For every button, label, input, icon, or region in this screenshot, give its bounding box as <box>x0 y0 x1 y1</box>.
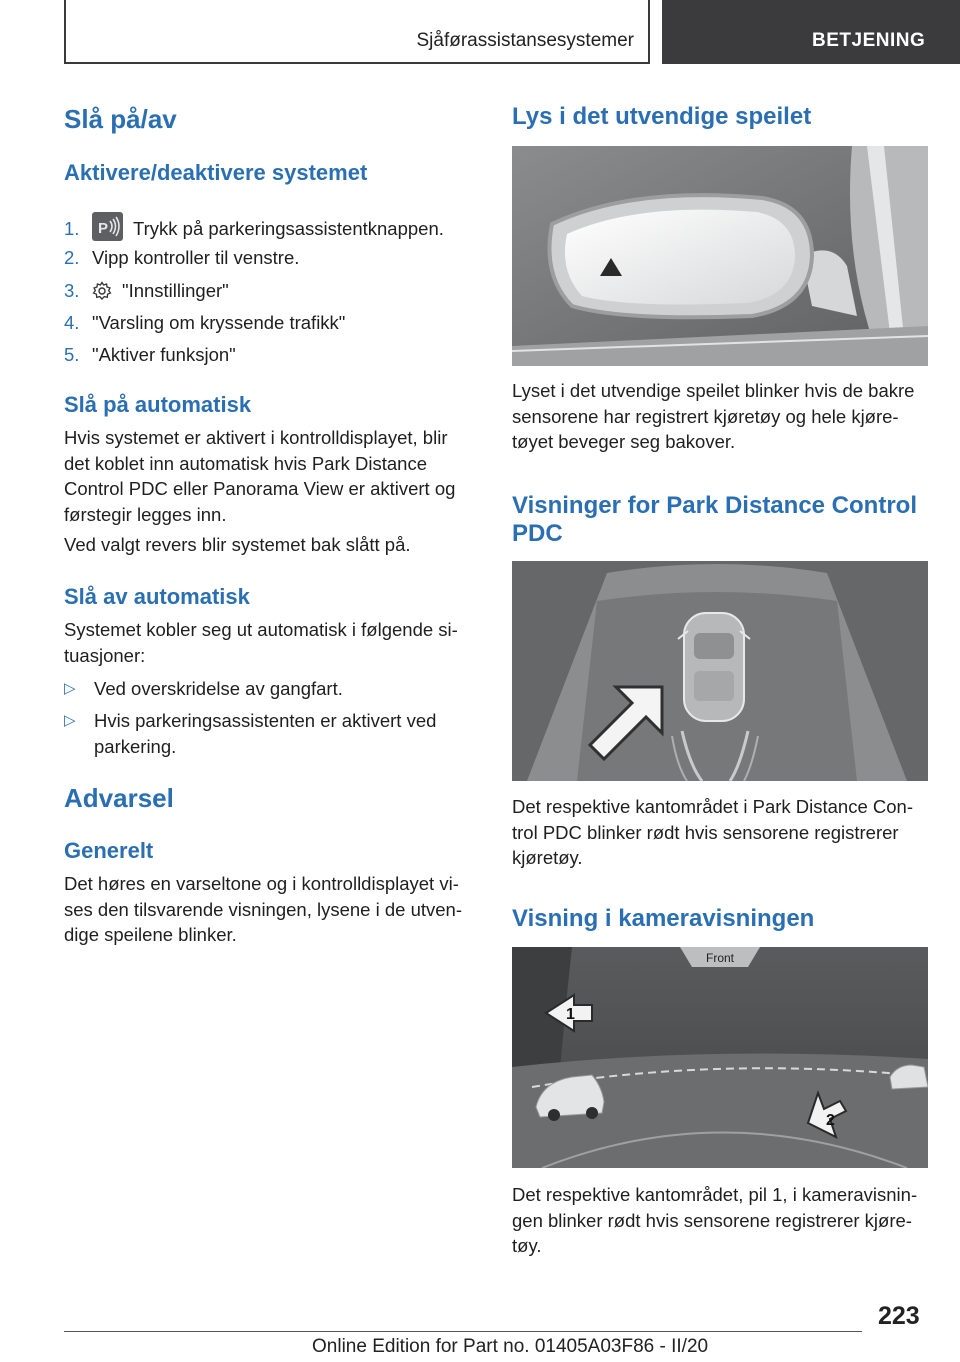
camera-front-label: Front <box>706 951 735 965</box>
heading-slaa-paa-av: Slå på/av <box>64 104 177 134</box>
heading-generelt: Generelt <box>64 838 154 863</box>
page-number: 223 <box>878 1302 920 1330</box>
parking-assistant-button-icon <box>92 212 123 241</box>
pdc-image <box>512 561 928 781</box>
header-section-title: Sjåførassistansesystemer <box>416 30 634 51</box>
header-chapter-title: BETJENING <box>812 30 926 51</box>
camera-arrow-2-label: 2 <box>826 1112 835 1129</box>
camera-image <box>512 947 928 1168</box>
svg-text:P: P <box>98 220 109 237</box>
heading-advarsel: Advarsel <box>64 783 174 813</box>
gear-icon <box>92 281 112 301</box>
step-1 <box>64 212 444 241</box>
paragraph-lys: Lyset i det utvendige speilet blinker hvis de bakre sensorene har registrert kjøretøy og hele kjøre- tøyet beveger seg bakover. <box>512 380 915 452</box>
paragraph-paa-automatisk-2: Ved valgt revers blir systemet bak slått på. <box>64 534 411 555</box>
step-number: 4. <box>64 312 80 333</box>
footer-divider <box>64 1331 862 1332</box>
step-text: "Varsling om kryssende trafikk" <box>92 312 346 333</box>
heading-visninger-pdc: Visninger for Park Distance Control PDC <box>512 492 917 547</box>
step-text: "Aktiver funksjon" <box>92 344 236 365</box>
heading-aktivere: Aktivere/deaktivere systemet <box>64 160 368 185</box>
triangle-right-icon: ▷ <box>64 712 76 729</box>
step-3 <box>64 278 229 303</box>
header-chapter-tab <box>662 0 960 64</box>
heading-lys-speilet: Lys i det utvendige speilet <box>512 103 812 130</box>
step-5 <box>64 342 236 367</box>
step-text: Vipp kontroller til venstre. <box>92 247 300 268</box>
bullet-text: Hvis parkeringsassistenten er aktivert ved parkering. <box>94 710 437 757</box>
mirror-image <box>512 146 928 366</box>
bullet-item <box>64 708 476 759</box>
paragraph-av-automatisk: Systemet kobler seg ut automatisk i følgende si- tuasjoner: <box>64 619 458 666</box>
paragraph-kamera: Det respektive kantområdet, pil 1, i kameravisnin- gen blinker rødt hvis sensorene registrerer kjøre- tøy. <box>512 1184 918 1256</box>
paragraph-generelt: Det høres en varseltone og i kontrolldisplayet vi- ses den tilsvarende visningen, lysene i de utven- dige speilene blinker. <box>64 873 462 945</box>
step-4 <box>64 310 345 335</box>
bullet-item <box>64 676 476 702</box>
paragraph-paa-automatisk-1: Hvis systemet er aktivert i kontrolldisplayet, blir det koblet inn automatisk hvis Park Distance Control PDC eller Panorama View er aktivert og førstegir legges inn. <box>64 427 456 525</box>
step-text: "Innstillinger" <box>122 280 229 301</box>
step-number: 1. <box>64 218 80 239</box>
step-number: 2. <box>64 247 80 268</box>
heading-slaa-av-automatisk: Slå av automatisk <box>64 584 250 609</box>
camera-arrow-1-label: 1 <box>566 1006 575 1023</box>
header-section-box <box>64 0 650 64</box>
paragraph-pdc: Det respektive kantområdet i Park Distance Con- trol PDC blinker rødt hvis sensorene registrerer kjøretøy. <box>512 796 914 868</box>
footer-edition: Online Edition for Part no. 01405A03F86 - II/20 <box>312 1336 709 1357</box>
triangle-right-icon: ▷ <box>64 680 76 697</box>
step-2 <box>64 245 299 270</box>
heading-slaa-paa-automatisk: Slå på automatisk <box>64 392 252 417</box>
step-number: 3. <box>64 280 80 301</box>
bullet-text: Ved overskridelse av gangfart. <box>94 678 343 699</box>
step-text: Trykk på parkeringsassistentknappen. <box>133 218 444 239</box>
step-number: 5. <box>64 344 80 365</box>
heading-kameravisningen: Visning i kameravisningen <box>512 905 815 932</box>
